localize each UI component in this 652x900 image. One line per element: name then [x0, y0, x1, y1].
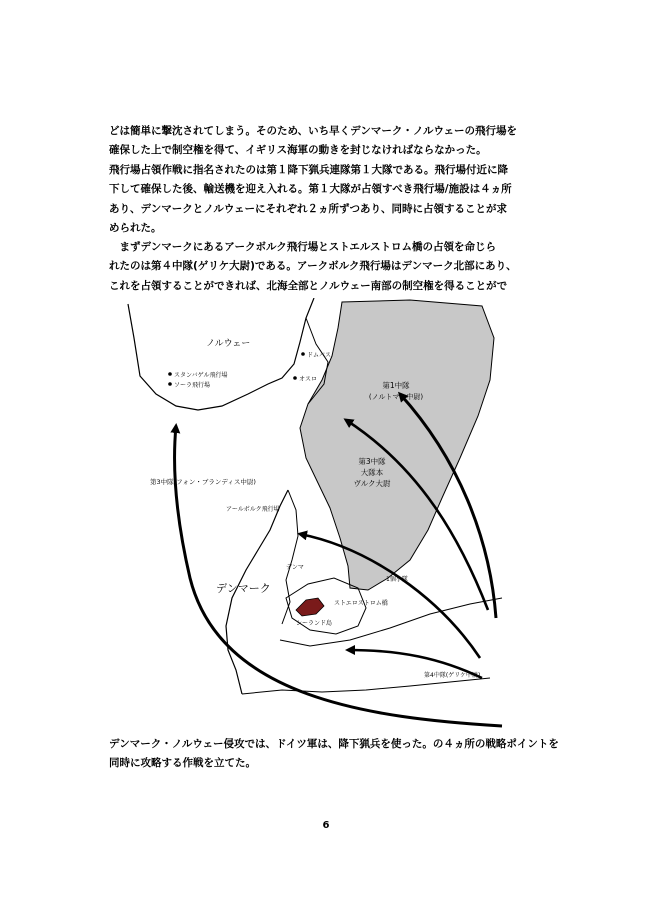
page-number: 6	[322, 820, 330, 831]
label-company1-commander: (ノルトマン中尉)	[368, 393, 424, 401]
stavanger-dot	[168, 372, 172, 376]
dombas-dot	[301, 352, 305, 356]
label-zealand: シーランド島	[296, 620, 333, 627]
text-line: 下して確保した後、輸送機を迎え入れる。第１大隊が占領すべき飛行場/施設は４ヵ所	[109, 183, 512, 196]
label-company1: 第1中隊	[382, 381, 410, 390]
label-battalion-hq: 大隊本	[360, 468, 384, 477]
label-copenhagen: デンマ	[286, 564, 304, 571]
sola-dot	[168, 382, 172, 386]
text-line: 飛行場占領作戦に指名されたのは第１降下猟兵連隊第１大隊である。飛行場付近に降	[109, 164, 508, 176]
text-line: められた。	[109, 222, 162, 235]
paragraph-1	[109, 122, 549, 161]
text-line: デンマーク・ノルウェー侵攻では、ドイツ軍は、降下猟兵を使った。の４ヵ所の戦略ポイントを	[109, 738, 559, 750]
label-dombas: ドムバス	[307, 352, 332, 359]
label-oslo: オスロ	[299, 376, 317, 383]
label-sola: ソーラ飛行場	[174, 382, 211, 389]
label-platoon1: 1個小隊	[386, 576, 408, 583]
label-battalion-commander: ヴルク大尉	[353, 479, 391, 488]
paragraph-3	[109, 238, 549, 296]
text-line: どは簡単に撃沈されてしまう。そのため、いち早くデンマーク・ノルウェーの飛行場を	[109, 125, 518, 137]
zealand-island	[296, 598, 324, 616]
norway-coastline	[128, 298, 314, 410]
text-line: れたのは第４中隊(ゲリケ大尉)である。アークボルク飛行場はデンマーク北部にあり、	[109, 260, 517, 273]
operation-map	[110, 298, 508, 730]
text-line: まずデンマークにあるアークボルク飛行場とストエルストロム橋の占領を命じら	[109, 241, 497, 253]
label-norway: ノルウェー	[206, 339, 251, 349]
text-line: これを占領することができれば、北海全部とノルウェー南部の制空権を得ることがで	[109, 279, 508, 292]
label-stavanger: スタンバゲル飛行場	[174, 372, 228, 379]
text-line: あり、デンマークとノルウェーにそれぞれ２ヵ所ずつあり、同時に占領することが求	[109, 202, 507, 215]
oslo-dot	[293, 376, 297, 380]
label-company3-brandis: 第3中隊(フォン・ブランディス中尉)	[150, 478, 256, 486]
label-company4: 第4中隊(ゲリケ中尉)	[424, 672, 481, 679]
label-company3: 第3中隊	[358, 457, 386, 466]
text-line: 同時に攻略する作戦を立てた。	[109, 757, 256, 770]
label-denmark: デンマーク	[216, 582, 271, 595]
text-line: 確保した上で制空権を得て、イギリス海軍の動きを封じなければならなかった。	[109, 144, 487, 157]
label-storstrom: ストエロストロム橋	[334, 600, 388, 607]
map-caption	[109, 735, 559, 774]
paragraph-2	[109, 161, 549, 239]
label-aalborg: アールボルク飛行場	[226, 506, 280, 513]
sweden-landmass	[300, 300, 494, 590]
jutland-east-coast	[282, 490, 298, 624]
